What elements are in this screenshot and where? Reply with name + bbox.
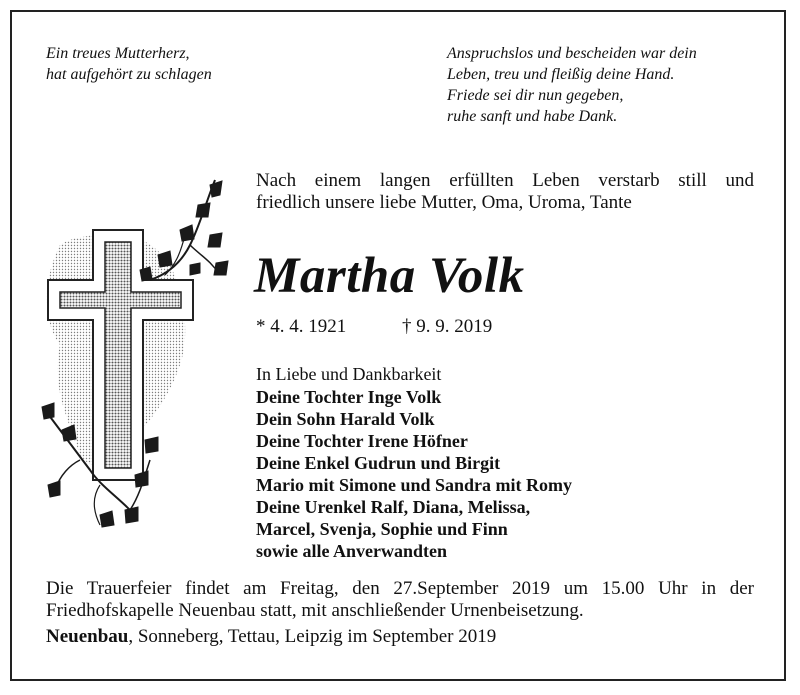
service-line: Friedhofskapelle Neuenbau statt, mit anschließender Urnenbeisetzung. [46, 600, 584, 621]
deceased-name: Martha Volk [254, 248, 525, 304]
thanks-line: In Liebe und Dankbarkeit [256, 364, 442, 384]
service-line: Die Trauerfeier findet am Freitag, den 27.September 2019 um 15.00 Uhr in der [46, 578, 754, 599]
mourner-line: sowie alle Anverwandten [256, 541, 447, 561]
location-line [46, 626, 496, 648]
verse-left-line: Ein treues Mutterherz, [46, 45, 190, 62]
mourners-list [256, 386, 572, 562]
mourner-line: Deine Urenkel Ralf, Diana, Melissa, [256, 497, 531, 517]
location-rest: , Sonneberg, Tettau, Leipzig im September 2019 [128, 626, 497, 647]
mourner-line: Dein Sohn Harald Volk [256, 409, 435, 429]
cross-with-ivy-illustration [40, 175, 240, 535]
verse-right-line: ruhe sanft und habe Dank. [447, 108, 618, 125]
verse-right [447, 43, 697, 127]
verse-right-line: Friede sei dir nun gegeben, [447, 87, 624, 104]
death-date: † 9. 9. 2019 [402, 316, 493, 337]
mourner-line: Deine Enkel Gudrun und Birgit [256, 453, 501, 473]
mourner-line: Marcel, Svenja, Sophie und Finn [256, 519, 508, 539]
funeral-service-text [46, 578, 754, 622]
location-primary: Neuenbau [46, 626, 129, 647]
mourner-line: Mario mit Simone und Sandra mit Romy [256, 475, 573, 495]
verse-right-line: Anspruchslos und bescheiden war dein [447, 45, 697, 62]
verse-left [46, 43, 212, 85]
intro-line: friedlich unsere liebe Mutter, Oma, Uroma, Tante [256, 192, 632, 213]
intro-line: Nach einem langen erfüllten Leben verstarb still und [256, 170, 754, 191]
mourner-line: Deine Tochter Inge Volk [256, 387, 442, 407]
birth-date: * 4. 4. 1921 [256, 316, 347, 337]
verse-right-line: Leben, treu und fleißig deine Hand. [447, 66, 675, 83]
intro-text [256, 170, 754, 214]
verse-left-line: hat aufgehört zu schlagen [46, 66, 212, 83]
mourner-line: Deine Tochter Irene Höfner [256, 431, 468, 451]
